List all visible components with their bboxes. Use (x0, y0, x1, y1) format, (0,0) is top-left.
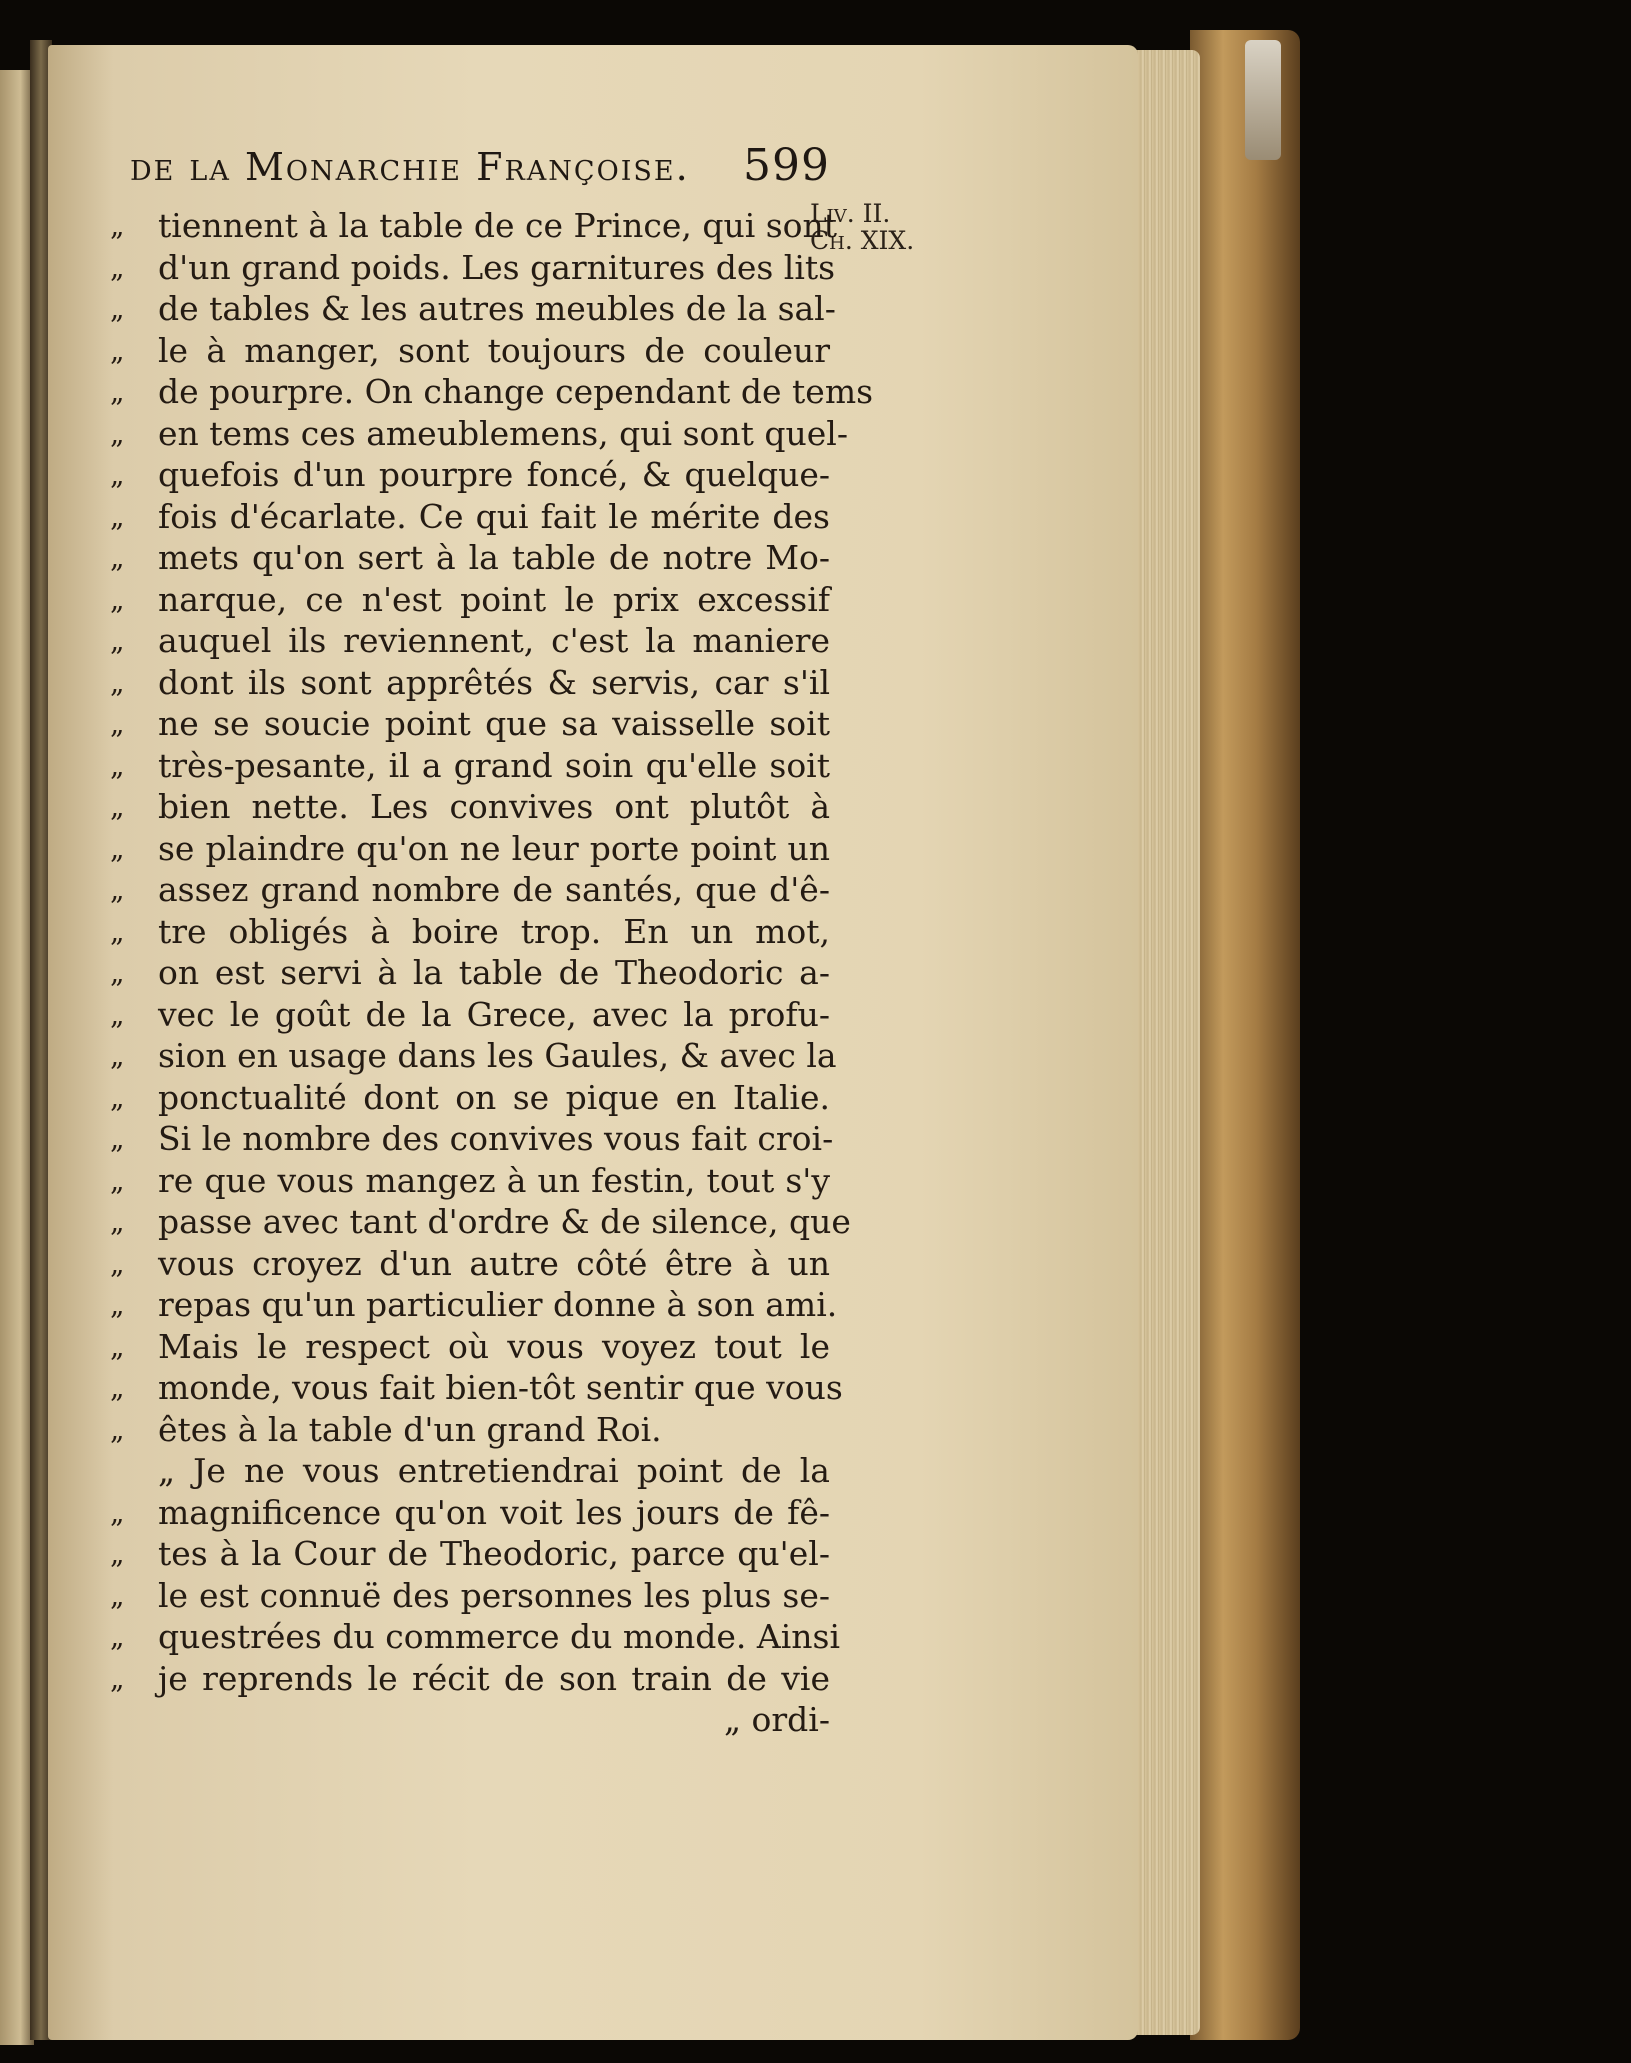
quote-mark: „ (110, 707, 125, 740)
running-title: de la Monarchie Françoise. (130, 145, 690, 189)
quote-mark: „ (110, 1122, 125, 1155)
text-line (110, 1326, 830, 1368)
line-text: vous croyez d'un autre côté être à un (158, 1243, 830, 1283)
text-line (110, 786, 830, 828)
line-text: dont ils sont apprêtés & servis, car s'il (158, 662, 830, 702)
quote-mark: „ (110, 914, 125, 948)
quote-mark: „ (110, 1620, 125, 1653)
text-line (110, 1616, 841, 1658)
text-line (110, 1658, 830, 1700)
line-text: Mais le respect où vous voyez tout le (158, 1326, 830, 1366)
text-line (110, 371, 874, 413)
quote-mark: „ (110, 748, 125, 782)
quote-mark: „ (110, 956, 125, 989)
line-text: êtes à la table d'un grand Roi. (158, 1409, 662, 1449)
quote-mark: „ (110, 831, 125, 865)
line-text: questrées du commerce du monde. Ainsi (158, 1617, 841, 1656)
quote-mark: „ (110, 375, 125, 408)
line-text: très-pesante, il a grand soin qu'elle soit (158, 745, 830, 785)
text-line (110, 205, 838, 247)
text-line (110, 413, 849, 455)
line-text: fois d'écarlate. Ce qui fait le mérite des (158, 496, 830, 536)
line-text: monde, vous fait bien-tôt sentir que vous (158, 1368, 843, 1407)
text-line (110, 1575, 830, 1617)
quote-mark: „ (110, 624, 125, 657)
quote-mark: „ (110, 1412, 125, 1446)
margin-chapter: Ch. XIX. (810, 226, 915, 255)
quote-mark: „ (110, 1039, 125, 1072)
quote-mark: „ (110, 1495, 125, 1529)
quote-mark: „ (110, 1080, 125, 1114)
quote-mark: „ (110, 1246, 125, 1280)
text-line (110, 1118, 834, 1160)
quote-mark: „ (110, 209, 125, 242)
text-line (110, 745, 830, 787)
line-text: sion en usage dans les Gaules, & avec la (158, 1036, 837, 1075)
text-line (110, 496, 830, 538)
line-text: le à manger, sont toujours de couleur (158, 330, 830, 370)
line-text: narque, ce n'est point le prix excessif (158, 579, 830, 619)
line-text: ne se soucie point que sa vaisselle soit (158, 704, 830, 743)
catchword: „ ordi- (723, 1700, 830, 1739)
line-text: passe avec tant d'ordre & de silence, que (158, 1202, 851, 1241)
text-line (110, 330, 830, 372)
text-line (110, 952, 830, 994)
quote-mark: „ (110, 997, 125, 1031)
text-line (110, 288, 836, 330)
line-text: Si le nombre des convives vous fait croi- (158, 1119, 834, 1158)
line-text: bien nette. Les convives ont plutôt à (158, 787, 830, 826)
quote-mark: „ (110, 790, 125, 823)
quote-mark: „ (110, 541, 125, 574)
line-text: d'un grand poids. Les garnitures des lits (158, 247, 836, 287)
quote-mark: „ (110, 499, 125, 533)
quote-mark: „ (110, 1288, 125, 1321)
line-text: de pourpre. On change cependant de tems (158, 372, 874, 411)
page-number: 599 (743, 140, 830, 191)
quote-mark: „ (110, 416, 125, 450)
text-line (110, 1160, 830, 1202)
cover-wear (1245, 40, 1281, 160)
quote-mark: „ (110, 1205, 125, 1238)
catchword-line (110, 1699, 830, 1741)
line-text: le est connuë des personnes les plus se- (158, 1575, 830, 1615)
text-line (110, 1035, 837, 1077)
line-text: tes à la Cour de Theodoric, parce qu'el- (158, 1534, 830, 1573)
quote-mark: „ (110, 250, 125, 284)
text-line (110, 579, 830, 621)
text-line (110, 911, 830, 953)
running-header (130, 140, 830, 202)
quote-mark: „ (110, 873, 125, 906)
line-text: magnificence qu'on voit les jours de fê- (158, 1492, 830, 1532)
quote-mark: „ (110, 1163, 125, 1197)
text-line (110, 1533, 830, 1575)
text-line (110, 247, 836, 289)
line-text: assez grand nombre de santés, que d'ê- (158, 870, 830, 909)
text-line (110, 1367, 843, 1409)
text-line (110, 869, 830, 911)
quote-mark: „ (110, 665, 125, 699)
text-line (110, 454, 830, 496)
text-line (110, 828, 830, 870)
text-line (110, 1492, 830, 1534)
text-line (110, 994, 830, 1036)
text-line (110, 1077, 830, 1119)
text-line (110, 1450, 830, 1492)
line-text: re que vous mangez à un festin, tout s'y (158, 1160, 830, 1200)
text-line (110, 703, 830, 745)
line-text: mets qu'on sert à la table de notre Mo- (158, 538, 830, 577)
line-text: auquel ils reviennent, c'est la maniere (158, 621, 830, 660)
quote-mark: „ (110, 1537, 125, 1570)
line-text: de tables & les autres meubles de la sal- (158, 289, 836, 328)
facing-page-edge (0, 70, 34, 2045)
line-text: quefois d'un pourpre foncé, & quelque- (158, 455, 830, 494)
quote-mark: „ (110, 1329, 125, 1363)
quote-mark: „ (110, 1371, 125, 1404)
text-line (110, 1243, 830, 1285)
line-text: ponctualité dont on se pique en Italie. (158, 1077, 830, 1117)
line-text: en tems ces ameublemens, qui sont quel- (158, 413, 849, 453)
text-line (110, 1201, 851, 1243)
text-line (110, 537, 830, 579)
quote-mark: „ (110, 1578, 125, 1612)
line-text: „ Je ne vous entretiendrai point de la (158, 1451, 830, 1490)
line-text: tiennent à la table de ce Prince, qui sont (158, 206, 838, 245)
quote-mark: „ (110, 1661, 125, 1695)
quote-mark: „ (110, 292, 125, 325)
line-text: on est servi à la table de Theodoric a- (158, 953, 830, 992)
quote-mark: „ (110, 458, 125, 491)
line-text: se plaindre qu'on ne leur porte point un (158, 828, 830, 868)
text-line (110, 662, 830, 704)
margin-book: Liv. II. (810, 199, 891, 228)
book-cover (1190, 30, 1300, 2040)
line-text: je reprends le récit de son train de vie (158, 1658, 830, 1698)
text-line (110, 620, 830, 662)
line-text: repas qu'un particulier donne à son ami. (158, 1285, 838, 1324)
line-text: tre obligés à boire trop. En un mot, (158, 911, 830, 951)
quote-mark: „ (110, 582, 125, 616)
quote-mark: „ (110, 333, 125, 367)
text-line (110, 1284, 838, 1326)
text-line (110, 1409, 830, 1451)
line-text: vec le goût de la Grece, avec la profu- (158, 994, 830, 1034)
